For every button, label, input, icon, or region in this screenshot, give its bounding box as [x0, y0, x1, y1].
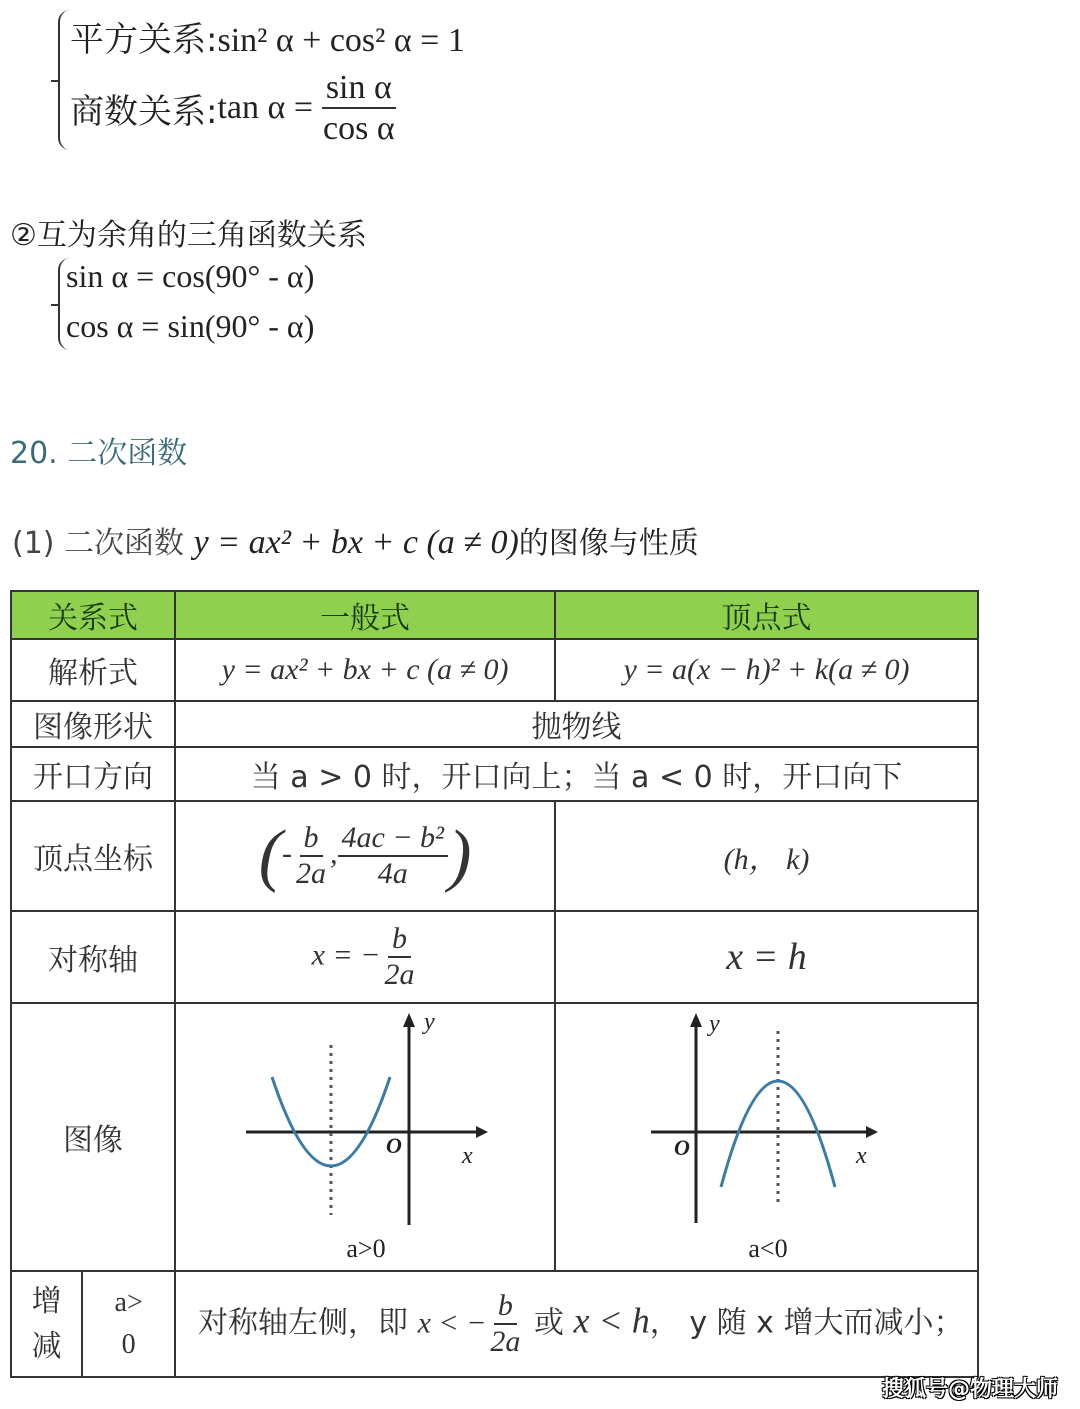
fraction-numerator: sin α: [322, 68, 396, 109]
header-relation: 关系式: [11, 591, 175, 639]
monotonic-or: 或: [533, 1305, 564, 1340]
table-row-shape: [11, 701, 978, 747]
vertex-x-den: 2a: [296, 857, 326, 890]
left-brace: [58, 10, 70, 150]
monotonic-prefix: 对称轴左侧，即: [198, 1305, 409, 1340]
quotient-relation-lhs: tan α =: [217, 89, 313, 127]
graph-downward-cell: [555, 1003, 978, 1271]
subheading: [12, 518, 699, 562]
watermark: 搜狐号@物理大师: [881, 1377, 1058, 1402]
header-general-form: 一般式: [175, 591, 555, 639]
monotonic-num: b: [494, 1289, 517, 1326]
square-relation: [70, 12, 465, 61]
vertex-y-num: 4ac − b²: [338, 821, 449, 858]
row-label-opening: 开口方向: [11, 747, 175, 801]
opening-value: 当 a > 0 时，开口向上；当 a < 0 时，开口向下: [175, 747, 978, 801]
section-heading: 20. 二次函数: [10, 436, 188, 471]
axis-num: b: [388, 922, 411, 959]
table-row-monotonic: [11, 1271, 978, 1377]
row-label-analytic: 解析式: [11, 639, 175, 701]
label-increase: 增: [31, 1284, 62, 1319]
upward-parabola-graph: [176, 1005, 552, 1269]
vertex-x-fraction: [292, 821, 330, 892]
svg-text:a<0: a<0: [748, 1234, 788, 1263]
header-vertex-form: 顶点式: [555, 591, 978, 639]
downward-parabola-graph: [556, 1005, 975, 1269]
monotonic-den: 2a: [490, 1325, 521, 1358]
svg-text:y: y: [424, 1009, 435, 1035]
quotient-relation: [70, 68, 399, 148]
svg-text:O: O: [386, 1133, 402, 1158]
quotient-fraction: [319, 68, 399, 148]
complementary-eq1: sin α = cos(90° - α): [66, 258, 315, 294]
square-relation-label: 平方关系:: [70, 20, 218, 60]
row-label-axis: 对称轴: [11, 911, 175, 1003]
axis-den: 2a: [384, 958, 415, 991]
row-label-shape: 图像形状: [11, 701, 175, 747]
monotonic-fraction: [486, 1289, 524, 1360]
condition-bottom: 0: [121, 1329, 136, 1360]
svg-text:y: y: [709, 1011, 720, 1037]
monotonic-suffix: ， y 随 x 增大而减小；: [649, 1305, 964, 1340]
vertex-coord-value: (h， k): [555, 801, 978, 911]
complementary-eq2: cos α = sin(90° - α): [66, 308, 315, 344]
vertex-y-den: 4a: [377, 857, 408, 890]
vertex-x-num: b: [300, 821, 323, 858]
table-header-row: [11, 591, 978, 639]
vertex-form-formula: y = a(x − h)² + k(a ≠ 0): [555, 639, 978, 701]
subheading-suffix: 的图像与性质: [518, 526, 699, 561]
quadratic-properties-table: [10, 590, 979, 1378]
svg-text:a>0: a>0: [346, 1234, 386, 1263]
row-label-graph: 图像: [11, 1003, 175, 1271]
graph-upward-cell: [175, 1003, 555, 1271]
subheading-formula: y = ax² + bx + c (a ≠ 0): [193, 524, 519, 561]
vertex-y-fraction: [338, 821, 449, 892]
row-label-vertex-coord: 顶点坐标: [11, 801, 175, 911]
monotonic-description: [175, 1271, 978, 1377]
general-form-formula: y = ax² + bx + c (a ≠ 0): [175, 639, 555, 701]
monotonic-condition: [82, 1271, 175, 1377]
subheading-prefix: (1) 二次函数: [12, 526, 185, 561]
shape-value: 抛物线: [175, 701, 978, 747]
monotonic-ineq-lhs: x < −: [417, 1306, 487, 1339]
svg-text:x: x: [856, 1143, 867, 1169]
svg-text:x: x: [462, 1143, 473, 1169]
table-row-vertex-coord: [11, 801, 978, 911]
table-row-axis: [11, 911, 978, 1003]
complementary-title: ②互为余角的三角函数关系: [10, 218, 367, 253]
vertex-axis-value: x = h: [555, 911, 978, 1003]
monotonic-ineq2: x < h: [573, 1300, 650, 1340]
fraction-denominator: cos α: [323, 110, 395, 148]
general-vertex-coord: (- $\frac{b}{2a}$ , $\frac{\text{4ac − b²}}{4a}$ ): [175, 801, 555, 911]
axis-lhs: x = −: [311, 937, 381, 971]
axis-fraction: [380, 922, 418, 993]
row-label-monotonic: [11, 1271, 82, 1377]
svg-text:O: O: [674, 1135, 690, 1160]
table-row-analytic: [11, 639, 978, 701]
label-decrease: 减: [31, 1329, 62, 1364]
quotient-relation-label: 商数关系:: [70, 91, 218, 132]
table-row-graph: [11, 1003, 978, 1271]
condition-top: a>: [114, 1287, 143, 1318]
square-relation-formula: sin² α + cos² α = 1: [217, 22, 465, 59]
general-axis: [175, 911, 555, 1003]
table-row-opening: [11, 747, 978, 801]
